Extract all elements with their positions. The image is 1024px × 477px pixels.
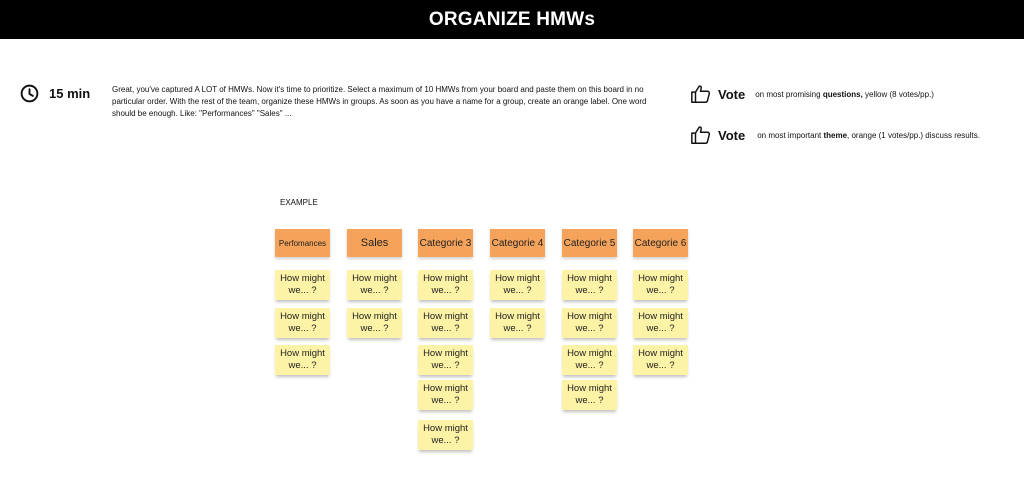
vote-label: Vote [718, 86, 746, 102]
sticky-note[interactable]: How might we... ? [275, 345, 330, 375]
sticky-note[interactable]: How might we... ? [633, 270, 688, 300]
page-title: ORGANIZE HMWs [428, 8, 596, 30]
vote-theme [690, 124, 980, 146]
vote-description: on most important theme, orange (1 votes/pp.) discuss results. [757, 130, 980, 140]
category-column [490, 229, 545, 334]
sticky-note[interactable]: How might we... ? [633, 345, 688, 375]
sticky-note[interactable]: How might we... ? [490, 270, 545, 300]
header-bar [0, 0, 1024, 39]
sticky-note[interactable]: How might we... ? [562, 345, 617, 375]
sticky-note[interactable]: How might we... ? [418, 270, 473, 300]
sticky-note[interactable]: How might we... ? [562, 308, 617, 338]
sticky-note[interactable]: How might we... ? [347, 270, 402, 300]
thumbs-up-icon [690, 124, 712, 146]
sticky-note[interactable]: How might we... ? [347, 308, 402, 338]
sticky-note[interactable]: How might we... ? [562, 270, 617, 300]
example-label: EXAMPLE [280, 198, 318, 207]
timer [20, 84, 90, 103]
sticky-note[interactable]: How might we... ? [490, 308, 545, 338]
category-label[interactable]: Categorie 6 [633, 229, 688, 257]
sticky-note[interactable]: How might we... ? [418, 308, 473, 338]
category-column [562, 229, 617, 406]
timer-label: 15 min [49, 86, 91, 101]
instructions-text: Great, you've captured A LOT of HMWs. Now it's time to prioritize. Select a maximum of 10 HMWs from your board and paste them on this board in no particular order. With the rest of the team, organize these HMWs in groups. As soon as you have a name for a group, create an orange label. One word should be enough. Like: "Performances" "Sales" ... [112, 85, 647, 118]
sticky-note[interactable]: How might we... ? [562, 380, 617, 410]
category-column [633, 229, 688, 371]
sticky-note[interactable]: How might we... ? [418, 420, 473, 450]
category-label[interactable]: Categorie 4 [490, 229, 545, 257]
clock-icon [20, 84, 39, 103]
category-column [347, 229, 402, 334]
category-label[interactable]: Perfomances [275, 229, 330, 257]
vote-label: Vote [718, 127, 746, 143]
sticky-note[interactable]: How might we... ? [418, 345, 473, 375]
category-column [418, 229, 473, 446]
category-label[interactable]: Categorie 5 [562, 229, 617, 257]
category-column [275, 229, 330, 371]
vote-questions [690, 83, 934, 105]
sticky-note[interactable]: How might we... ? [633, 308, 688, 338]
sticky-note[interactable]: How might we... ? [275, 270, 330, 300]
category-label[interactable]: Sales [347, 229, 402, 257]
vote-description: on most promising questions, yellow (8 votes/pp.) [755, 89, 934, 99]
thumbs-up-icon [690, 83, 712, 105]
category-label[interactable]: Categorie 3 [418, 229, 473, 257]
sticky-note[interactable]: How might we... ? [275, 308, 330, 338]
sticky-note[interactable]: How might we... ? [418, 380, 473, 410]
